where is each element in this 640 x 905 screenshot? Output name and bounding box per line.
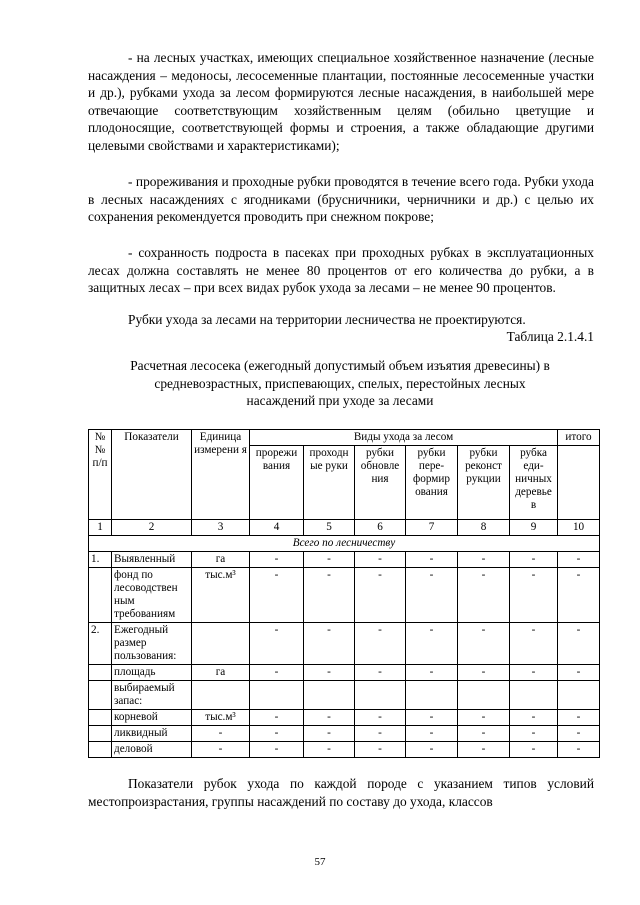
row-value: - bbox=[558, 742, 600, 758]
page-number: 57 bbox=[314, 856, 326, 868]
paragraph-1: - на лесных участках, имеющих специальное хозяйственное назначение (лесные насаждения – медоносы, лесосеменные плантации, постоянные лесосеменные участки и др.), рубками ухода за лесом формируются лесные насаждения, в наибольшей мере отвечающие соответствующим хозяйственным целям (обильно цветущие и плодоносящие, соответствующей формы и строения, а также обладающие другими целевыми свойствами и характеристиками); bbox=[88, 50, 594, 153]
row-unit: тыс.м³ bbox=[192, 568, 250, 623]
header-total: итого bbox=[558, 430, 600, 446]
row-value bbox=[304, 681, 355, 710]
row-value: - bbox=[558, 665, 600, 681]
table-row bbox=[89, 552, 600, 568]
row-unit bbox=[192, 681, 250, 710]
row-unit: - bbox=[192, 726, 250, 742]
row-value: - bbox=[250, 552, 304, 568]
table-row bbox=[89, 710, 600, 726]
header-unit: Единица измерени я bbox=[192, 430, 250, 520]
row-value: - bbox=[250, 742, 304, 758]
col-number: 7 bbox=[406, 520, 458, 536]
row-value: - bbox=[458, 568, 510, 623]
row-value: - bbox=[510, 623, 558, 665]
header-col: прорежи вания bbox=[250, 446, 304, 520]
row-value bbox=[510, 681, 558, 710]
row-value: - bbox=[558, 568, 600, 623]
row-number bbox=[89, 710, 112, 726]
row-value: - bbox=[406, 552, 458, 568]
row-value: - bbox=[510, 568, 558, 623]
col-number: 1 bbox=[89, 520, 112, 536]
row-label: выбираемый запас: bbox=[112, 681, 192, 710]
paragraph-4: Рубки ухода за лесами на территории лесничества не проектируются. bbox=[128, 312, 526, 327]
row-value: - bbox=[304, 742, 355, 758]
header-col: рубка еди- ничных деревье в bbox=[510, 446, 558, 520]
col-number: 3 bbox=[192, 520, 250, 536]
col-number: 5 bbox=[304, 520, 355, 536]
row-value: - bbox=[406, 726, 458, 742]
table-row bbox=[89, 623, 600, 665]
header-col: рубки реконст рукции bbox=[458, 446, 510, 520]
header-types: Виды ухода за лесом bbox=[250, 430, 558, 446]
row-value: - bbox=[458, 552, 510, 568]
table-row bbox=[89, 681, 600, 710]
row-value: - bbox=[510, 742, 558, 758]
row-value: - bbox=[355, 568, 406, 623]
row-value: - bbox=[304, 568, 355, 623]
row-value bbox=[355, 681, 406, 710]
paragraph-after: Показатели рубок ухода по каждой породе с указанием типов условий местопроизрастания, группы насаждений по составу до ухода, классов bbox=[88, 776, 594, 809]
row-value: - bbox=[304, 552, 355, 568]
row-unit bbox=[192, 623, 250, 665]
row-number bbox=[89, 665, 112, 681]
row-label: Выявленный bbox=[112, 552, 192, 568]
row-value: - bbox=[458, 726, 510, 742]
header-col: рубки обновле ния bbox=[355, 446, 406, 520]
row-value: - bbox=[510, 726, 558, 742]
row-value: - bbox=[406, 665, 458, 681]
row-value: - bbox=[250, 710, 304, 726]
col-number: 8 bbox=[458, 520, 510, 536]
row-value: - bbox=[406, 742, 458, 758]
table-row bbox=[89, 726, 600, 742]
row-value: - bbox=[458, 742, 510, 758]
col-number: 10 bbox=[558, 520, 600, 536]
col-number: 9 bbox=[510, 520, 558, 536]
row-label: Ежегодный размер пользования: bbox=[112, 623, 192, 665]
row-value: - bbox=[355, 552, 406, 568]
row-value: - bbox=[406, 623, 458, 665]
row-unit: - bbox=[192, 742, 250, 758]
row-value: - bbox=[355, 726, 406, 742]
row-label: корневой bbox=[112, 710, 192, 726]
col-number: 6 bbox=[355, 520, 406, 536]
table-row bbox=[89, 665, 600, 681]
section-row bbox=[89, 536, 600, 552]
header-col-empty bbox=[558, 446, 600, 520]
row-label: ликвидный bbox=[112, 726, 192, 742]
table-number: Таблица 2.1.4.1 bbox=[506, 329, 594, 344]
row-value: - bbox=[304, 623, 355, 665]
row-value: - bbox=[510, 710, 558, 726]
row-value: - bbox=[558, 726, 600, 742]
row-value: - bbox=[355, 710, 406, 726]
column-numbers-row bbox=[89, 520, 600, 536]
row-unit: га bbox=[192, 665, 250, 681]
row-value: - bbox=[250, 568, 304, 623]
row-label: фонд по лесоводствен ным требованиям bbox=[112, 568, 192, 623]
row-value: - bbox=[406, 568, 458, 623]
table-caption: Расчетная лесосека (ежегодный допустимый объем изъятия древесины) в средневозрастных, приспевающих, спелых, перестойных лесных насаждений при уходе за лесами bbox=[130, 358, 550, 409]
row-value: - bbox=[304, 726, 355, 742]
paragraph-3: - сохранность подроста в пасеках при проходных рубках в эксплуатационных лесах должна составлять не менее 80 процентов от его количества до рубки, а в защитных лесах – при всех видах рубок ухода за лесами – не менее 90 процентов. bbox=[88, 245, 594, 296]
row-value: - bbox=[304, 710, 355, 726]
row-value: - bbox=[558, 623, 600, 665]
row-value bbox=[250, 681, 304, 710]
row-number bbox=[89, 742, 112, 758]
row-value: - bbox=[458, 623, 510, 665]
table-row bbox=[89, 568, 600, 623]
row-value: - bbox=[510, 665, 558, 681]
row-value: - bbox=[355, 665, 406, 681]
header-indicators: Показатели bbox=[112, 430, 192, 520]
paragraph-2: - прореживания и проходные рубки проводятся в течение всего года. Рубки ухода в лесных насаждениях с ягодниками (брусничники, черничники и др.) с целью их сохранения рекомендуется проводить при снежном покрове; bbox=[88, 174, 594, 225]
row-value: - bbox=[406, 710, 458, 726]
row-value: - bbox=[304, 665, 355, 681]
row-unit: га bbox=[192, 552, 250, 568]
section-title: Всего по лесничеству bbox=[89, 536, 600, 552]
row-label: деловой bbox=[112, 742, 192, 758]
row-number bbox=[89, 681, 112, 710]
row-value: - bbox=[355, 623, 406, 665]
row-value: - bbox=[250, 665, 304, 681]
row-number bbox=[89, 568, 112, 623]
row-value: - bbox=[510, 552, 558, 568]
row-value: - bbox=[250, 726, 304, 742]
row-unit: тыс.м³ bbox=[192, 710, 250, 726]
col-number: 2 bbox=[112, 520, 192, 536]
row-value: - bbox=[458, 665, 510, 681]
row-value: - bbox=[558, 710, 600, 726]
row-value bbox=[558, 681, 600, 710]
row-value bbox=[406, 681, 458, 710]
cutting-area-table bbox=[88, 429, 600, 758]
header-col: проходн ые руки bbox=[304, 446, 355, 520]
row-value: - bbox=[458, 710, 510, 726]
row-number bbox=[89, 726, 112, 742]
row-value: - bbox=[250, 623, 304, 665]
row-value: - bbox=[558, 552, 600, 568]
row-value bbox=[458, 681, 510, 710]
header-num: № № п/п bbox=[89, 430, 112, 520]
col-number: 4 bbox=[250, 520, 304, 536]
row-number: 1. bbox=[89, 552, 112, 568]
row-number: 2. bbox=[89, 623, 112, 665]
header-col: рубки пере- формир ования bbox=[406, 446, 458, 520]
table-row bbox=[89, 742, 600, 758]
row-value: - bbox=[355, 742, 406, 758]
row-label: площадь bbox=[112, 665, 192, 681]
